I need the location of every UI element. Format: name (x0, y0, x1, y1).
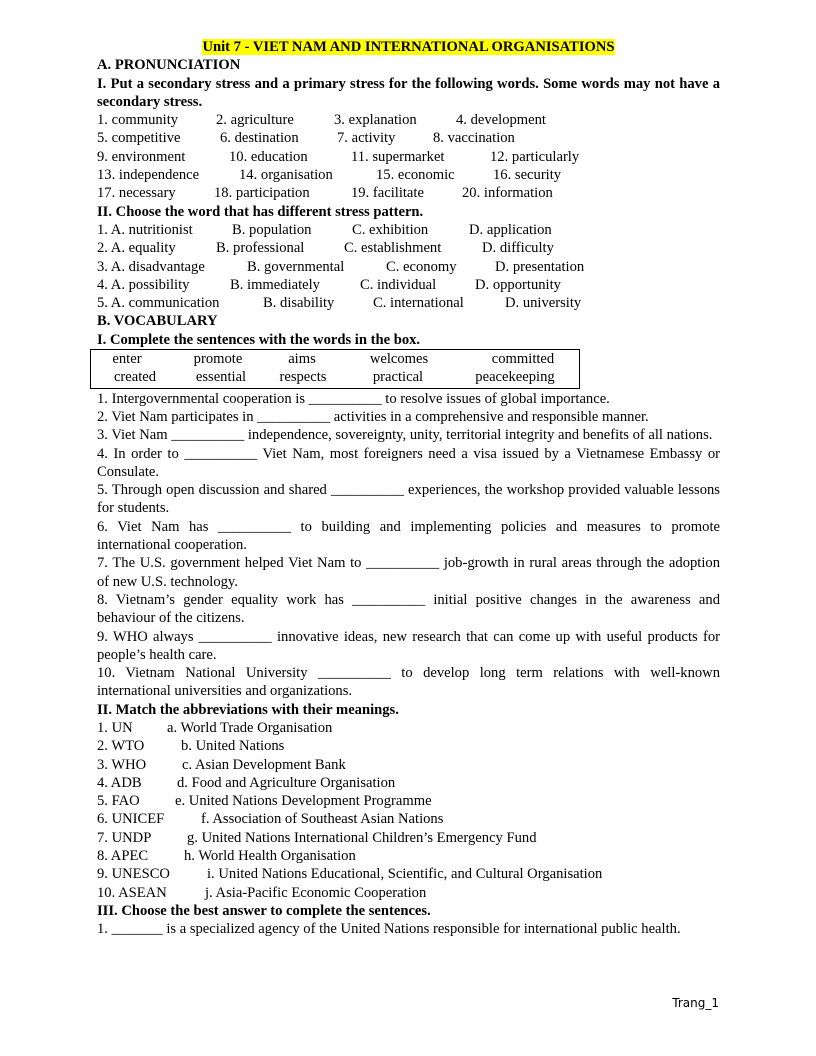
option: B. professional (216, 240, 305, 257)
abbreviation: 7. UNDP (97, 829, 152, 846)
part-b1-heading: I. Complete the sentences with the words in the box. (97, 331, 421, 348)
box-word: welcomes (369, 351, 429, 368)
option: 1. A. nutritionist (97, 221, 193, 238)
option: 3. A. disadvantage (97, 258, 205, 275)
option: D. opportunity (475, 276, 561, 293)
option: D. university (505, 295, 582, 312)
meaning: c. Asian Development Bank (182, 756, 346, 773)
meaning: j. Asia-Pacific Economic Cooperation (205, 884, 427, 901)
abbreviation: 10. ASEAN (97, 884, 167, 901)
sentence: 1. _______ is a specialized agency of the United Nations responsible for international public health. (97, 921, 681, 938)
match-row (97, 756, 720, 774)
match-row (97, 792, 720, 810)
word-row (97, 129, 720, 147)
sentence: 2. Viet Nam participates in __________ activities in a comprehensive and responsible manner. (97, 408, 649, 425)
part-a1-heading: I. Put a secondary stress and a primary stress for the following words. Some words may not have a secondary stress. (97, 75, 720, 110)
option: C. individual (360, 276, 437, 293)
word-box-row (91, 350, 579, 368)
word-item: 10. education (229, 148, 308, 165)
option: D. difficulty (482, 240, 554, 257)
word-item: 12. particularly (490, 148, 580, 165)
word-item: 15. economic (376, 167, 455, 184)
part-b1-sentences (97, 390, 720, 701)
word-item: 6. destination (220, 130, 299, 147)
option: B. immediately (230, 276, 320, 293)
abbreviation: 3. WHO (97, 756, 147, 773)
word-item: 5. competitive (97, 130, 181, 147)
part-b2-heading: II. Match the abbreviations with their meanings. (97, 701, 399, 718)
abbreviation: 1. UN (97, 719, 133, 736)
option: B. governmental (247, 258, 345, 275)
word-item: 3. explanation (334, 112, 417, 129)
word-item: 1. community (97, 112, 179, 129)
match-row (97, 884, 720, 902)
abbreviation: 4. ADB (97, 774, 142, 791)
word-item: 8. vaccination (433, 130, 515, 147)
match-row (97, 719, 720, 737)
meaning: f. Association of Southeast Asian Nations (201, 811, 444, 828)
word-item: 2. agriculture (216, 112, 294, 129)
box-word: promote (193, 351, 243, 368)
option: D. application (469, 221, 552, 238)
page-number: Trang_1 (672, 996, 719, 1010)
word-row (97, 166, 720, 184)
option: B. population (232, 221, 312, 238)
sentence: 8. Vietnam’s gender equality work has __________ initial positive changes in the awareness and behaviour of the citizens. (97, 591, 720, 627)
box-word: created (113, 369, 157, 386)
box-word: practical (372, 369, 424, 386)
question-row (97, 258, 720, 276)
word-item: 16. security (493, 167, 562, 184)
section-b-heading: B. VOCABULARY (97, 313, 218, 330)
box-word: respects (279, 369, 327, 386)
option: C. international (373, 295, 464, 312)
word-item: 7. activity (337, 130, 396, 147)
abbreviation: 9. UNESCO (97, 866, 170, 883)
worksheet-page (97, 38, 720, 939)
word-row (97, 111, 720, 129)
option: 2. A. equality (97, 240, 176, 257)
sentence: 7. The U.S. government helped Viet Nam to __________ job-growth in rural areas through the adoption of new U.S. technology. (97, 555, 720, 590)
meaning: h. World Health Organisation (184, 848, 356, 865)
sentence: 10. Vietnam National University __________ to develop long term relations with well-known international universities and organizations. (97, 665, 720, 700)
option: 4. A. possibility (97, 276, 190, 293)
meaning: i. United Nations Educational, Scientific, and Cultural Organisation (207, 866, 603, 883)
word-item: 14. organisation (239, 167, 333, 184)
part-a1-list (97, 111, 720, 202)
abbreviation: 8. APEC (97, 848, 149, 865)
option: C. economy (386, 258, 457, 275)
option: C. exhibition (352, 221, 429, 238)
option: D. presentation (495, 258, 585, 275)
page-title: Unit 7 - VIET NAM AND INTERNATIONAL ORGANISATIONS (202, 39, 615, 55)
question-row (97, 221, 720, 239)
match-row (97, 774, 720, 792)
option: B. disability (263, 295, 335, 312)
word-item: 17. necessary (97, 185, 176, 202)
word-item: 19. facilitate (351, 185, 424, 202)
match-row (97, 810, 720, 828)
word-item: 9. environment (97, 148, 186, 165)
box-word: committed (491, 351, 555, 368)
sentence: 6. Viet Nam has __________ to building and implementing policies and measures to promote international cooperation. (97, 518, 720, 554)
word-item: 20. information (462, 185, 553, 202)
match-row (97, 865, 720, 883)
word-box-row (91, 368, 579, 386)
abbreviation: 6. UNICEF (97, 811, 165, 828)
sentence: 4. In order to __________ Viet Nam, most foreigners need a visa issued by a Vietnamese Embassy or Consulate. (97, 445, 720, 480)
match-row (97, 829, 720, 847)
sentence: 1. Intergovernmental cooperation is __________ to resolve issues of global importance. (97, 390, 610, 407)
option: C. establishment (344, 240, 442, 257)
word-item: 4. development (456, 112, 546, 129)
question-row (97, 294, 720, 312)
match-row (97, 847, 720, 865)
abbreviation: 2. WTO (97, 738, 145, 755)
meaning: b. United Nations (181, 738, 285, 755)
question-row (97, 276, 720, 294)
section-a-heading: A. PRONUNCIATION (97, 57, 241, 74)
part-a2-heading: II. Choose the word that has different stress pattern. (97, 203, 424, 220)
word-row (97, 184, 720, 202)
box-word: essential (195, 369, 247, 386)
meaning: g. United Nations International Children’s Emergency Fund (187, 829, 537, 846)
question-row (97, 239, 720, 257)
word-box (90, 349, 580, 389)
meaning: e. United Nations Development Programme (175, 793, 432, 810)
sentence: 3. Viet Nam __________ independence, sovereignty, unity, territorial integrity and benefits of all nations. (97, 427, 713, 444)
word-item: 11. supermarket (351, 148, 445, 165)
title-line (97, 38, 720, 56)
match-row (97, 737, 720, 755)
sentence: 5. Through open discussion and shared __________ experiences, the workshop provided valuable lessons for students. (97, 482, 720, 517)
part-b2-list (97, 719, 720, 902)
abbreviation: 5. FAO (97, 793, 140, 810)
part-a2-list (97, 221, 720, 312)
word-item: 18. participation (214, 185, 310, 202)
word-row (97, 148, 720, 166)
sentence: 9. WHO always __________ innovative ideas, new research that can come up with useful products for people’s health care. (97, 628, 720, 663)
word-item: 13. independence (97, 167, 200, 184)
part-b3-heading: III. Choose the best answer to complete the sentences. (97, 902, 431, 919)
box-word: peacekeeping (475, 369, 555, 386)
option: 5. A. communication (97, 295, 220, 312)
box-word: aims (288, 351, 316, 368)
meaning: a. World Trade Organisation (167, 719, 333, 736)
box-word: enter (112, 351, 142, 368)
meaning: d. Food and Agriculture Organisation (177, 774, 396, 791)
